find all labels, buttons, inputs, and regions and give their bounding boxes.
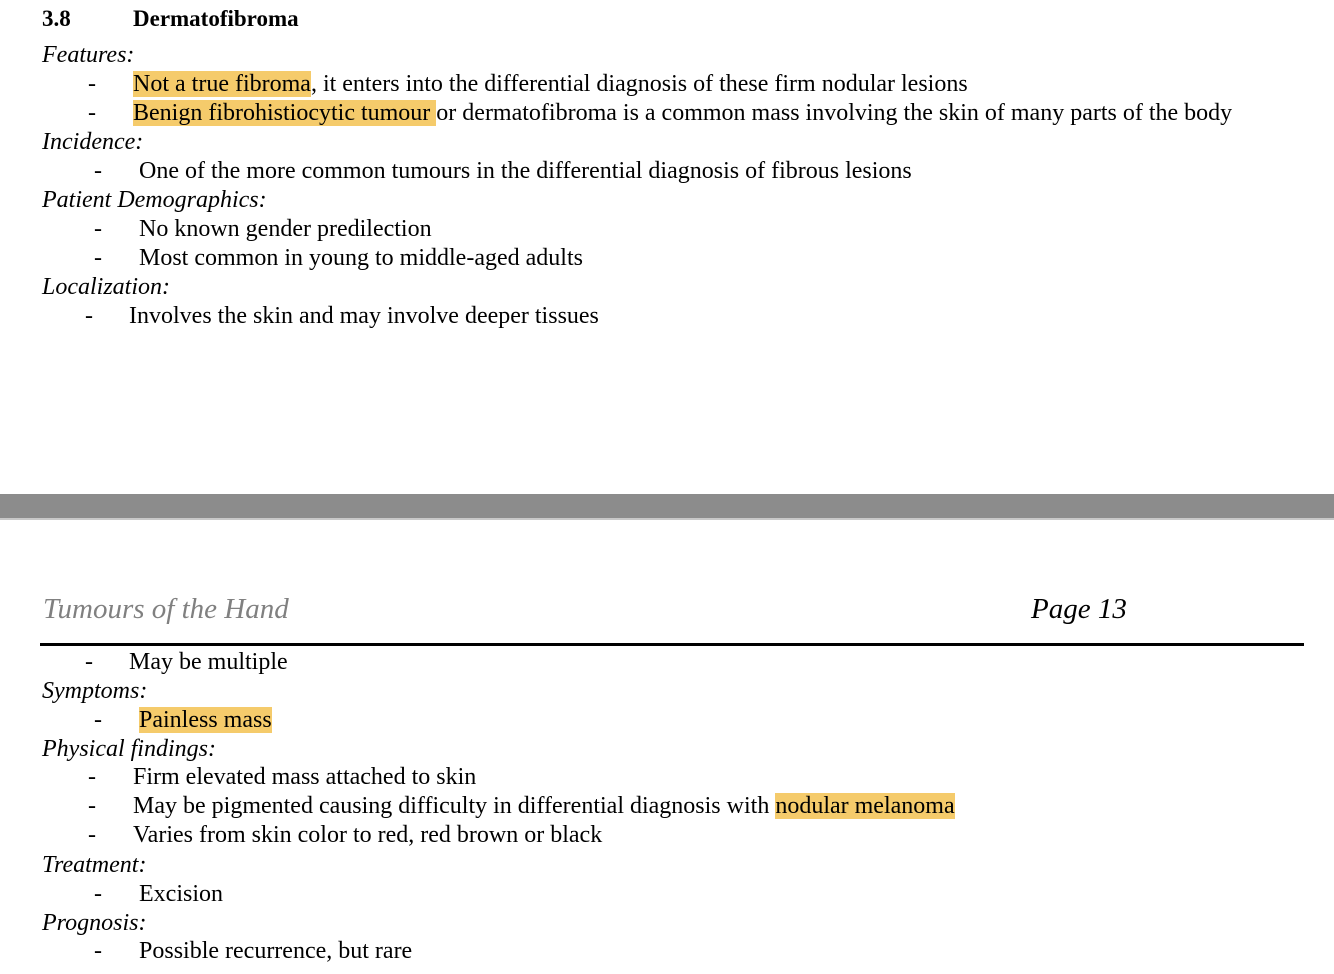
list-item-text: , it enters into the differential diagnosis of these firm nodular lesions (310, 71, 968, 97)
running-header-title: Tumours of the Hand (43, 593, 289, 625)
bullet-dash: - (88, 822, 96, 848)
symptoms-label: Symptoms: (42, 678, 148, 704)
highlighted-text: nodular melanoma (775, 793, 955, 819)
bullet-dash: - (94, 158, 102, 184)
bullet-dash: - (94, 245, 102, 271)
list-item (139, 706, 272, 735)
bullet-dash: - (88, 71, 96, 97)
page-break-divider (0, 494, 1334, 520)
list-item: Excision (139, 881, 223, 907)
demographics-label: Patient Demographics: (42, 187, 267, 213)
list-item: May be multiple (129, 649, 288, 675)
bullet-dash: - (85, 303, 93, 329)
bullet-dash: - (94, 938, 102, 964)
list-item-text: May be pigmented causing difficulty in differential diagnosis with (133, 793, 776, 819)
features-label: Features: (42, 42, 135, 68)
highlighted-text: Not a true fibroma (133, 71, 311, 97)
prognosis-label: Prognosis: (42, 910, 147, 936)
list-item (133, 792, 955, 821)
incidence-label: Incidence: (42, 129, 144, 155)
localization-label: Localization: (42, 274, 171, 300)
bullet-dash: - (88, 793, 96, 819)
list-item (133, 763, 476, 792)
list-item: Possible recurrence, but rare (139, 938, 413, 964)
highlighted-text: Painless mass (139, 707, 272, 733)
list-item (133, 70, 968, 99)
bullet-dash: - (88, 764, 96, 790)
treatment-label: Treatment: (42, 852, 147, 878)
bullet-dash: - (94, 881, 102, 907)
page-number: Page 13 (1031, 593, 1127, 625)
section-title: Dermatofibroma (133, 6, 299, 31)
list-item (133, 821, 602, 850)
section-number: 3.8 (42, 6, 71, 31)
bullet-dash: - (94, 216, 102, 242)
header-rule (40, 643, 1304, 646)
list-item: Most common in young to middle-aged adults (139, 245, 583, 271)
list-item-text: or dermatofibroma is a common mass involving the skin of many parts of the body (436, 100, 1233, 126)
list-item: One of the more common tumours in the differential diagnosis of fibrous lesions (139, 158, 912, 184)
physical-findings-label: Physical findings: (42, 736, 216, 762)
bullet-dash: - (85, 649, 93, 675)
list-item (133, 99, 1232, 128)
bullet-dash: - (88, 100, 96, 126)
list-item: Involves the skin and may involve deeper tissues (129, 303, 599, 329)
list-item: No known gender predilection (139, 216, 432, 242)
list-item-text: Varies from skin color to red, red brown or black (133, 822, 603, 848)
highlighted-text: Benign fibrohistiocytic tumour (133, 100, 437, 126)
list-item-text: Firm elevated mass attached to skin (133, 764, 477, 790)
bullet-dash: - (94, 707, 102, 733)
